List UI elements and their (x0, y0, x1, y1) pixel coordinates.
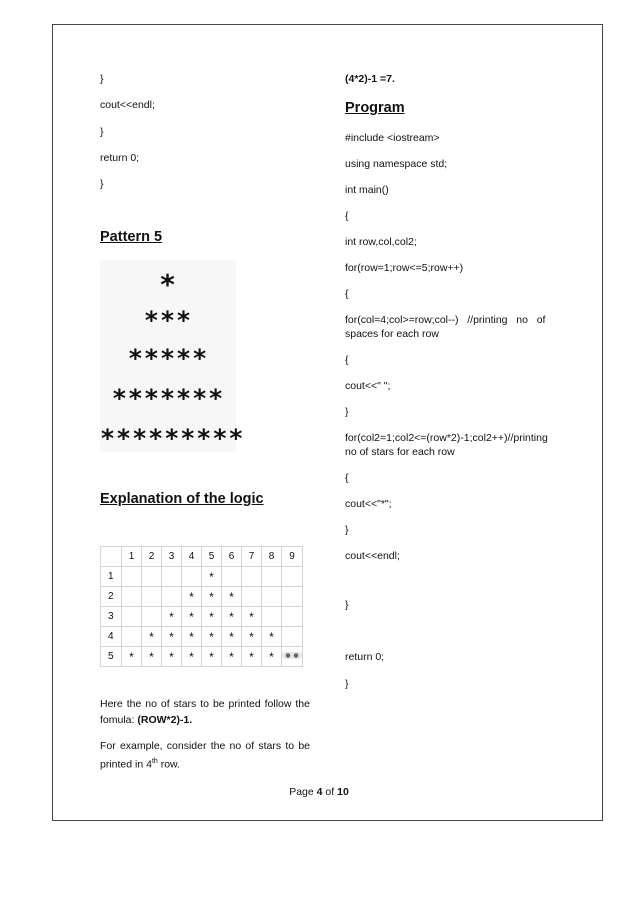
table-cell (282, 607, 303, 627)
table-cell: * (162, 607, 182, 627)
table-row (101, 647, 303, 667)
code-line: int row,col,col2; (345, 236, 417, 248)
star-grid-table (100, 546, 303, 667)
example-paragraph (100, 738, 310, 773)
table-cell: * (182, 587, 202, 607)
table-corner-cell (101, 547, 122, 567)
table-cell-smudge (282, 647, 303, 667)
table-cell: * (182, 627, 202, 647)
code-line: cout<<" "; (345, 380, 391, 392)
table-cell: * (202, 607, 222, 627)
star-row: ******* (111, 384, 225, 413)
table-cell (282, 587, 303, 607)
column-header: 5 (202, 547, 222, 567)
code-line: for(col=4;col>=row;col--) //printing no of (345, 314, 546, 326)
table-cell: * (222, 647, 242, 667)
code-line: } (345, 599, 349, 611)
ordinal-suffix: th (151, 758, 158, 765)
table-cell (142, 587, 162, 607)
table-cell (162, 587, 182, 607)
code-line: } (345, 678, 349, 690)
of-label: of (325, 786, 335, 798)
table-cell (142, 607, 162, 627)
formula-result: (4*2)-1 =7. (345, 73, 395, 85)
example-text: For example, consider the no of stars to be printed in 4 (100, 740, 310, 771)
column-header: 1 (122, 547, 142, 567)
table-cell (262, 607, 282, 627)
row-header: 5 (101, 647, 122, 667)
table-cell: * (242, 607, 262, 627)
explanation-heading: Explanation of the logic (100, 491, 264, 507)
code-line: } (345, 524, 349, 536)
row-header: 3 (101, 607, 122, 627)
star-row: *** (143, 306, 193, 335)
table-row (101, 567, 303, 587)
table-cell: * (162, 627, 182, 647)
code-line: { (345, 354, 349, 366)
table-cell (282, 627, 303, 647)
code-line: } (100, 126, 104, 138)
column-header: 8 (262, 547, 282, 567)
table-row (101, 587, 303, 607)
code-line: } (345, 406, 349, 418)
column-header: 2 (142, 547, 162, 567)
table-cell (242, 567, 262, 587)
table-cell (162, 567, 182, 587)
table-cell (222, 567, 242, 587)
code-line: } (100, 178, 104, 190)
code-line: return 0; (100, 152, 140, 164)
code-line: int main() (345, 184, 389, 196)
table-cell: * (262, 627, 282, 647)
page-total: 10 (337, 786, 349, 798)
column-header: 9 (282, 547, 303, 567)
page-current: 4 (316, 786, 323, 798)
pattern-heading: Pattern 5 (100, 229, 163, 245)
table-cell: * (222, 587, 242, 607)
table-cell: * (222, 607, 242, 627)
smudge-mark (282, 652, 302, 659)
row-header: 2 (101, 587, 122, 607)
row-header: 4 (101, 627, 122, 647)
column-header: 7 (242, 547, 262, 567)
formula-text: Here the no of stars to be printed follow the fomula: (100, 698, 310, 726)
code-line: cout<<endl; (345, 550, 400, 562)
star-pattern-image (100, 260, 245, 453)
code-line: cout<<"*"; (345, 498, 392, 510)
table-cell (182, 567, 202, 587)
table-cell: * (262, 647, 282, 667)
table-cell: * (202, 567, 222, 587)
star-row: ***** (127, 344, 209, 373)
code-line: { (345, 288, 349, 300)
formula-paragraph (100, 696, 310, 728)
table-cell (242, 587, 262, 607)
code-line: { (345, 472, 349, 484)
code-line: for(row=1;row<=5;row++) (345, 262, 464, 274)
table-cell: * (142, 627, 162, 647)
table-cell (122, 567, 142, 587)
star-row: ********* (100, 424, 245, 453)
table-cell (142, 567, 162, 587)
code-line: no of stars for each row (345, 446, 455, 458)
table-cell: * (122, 647, 142, 667)
table-cell: * (242, 647, 262, 667)
table-cell: * (182, 607, 202, 627)
page-label: Page (289, 786, 314, 798)
code-line: #include <iostream> (345, 132, 440, 144)
code-line: for(col2=1;col2<=(row*2)-1;col2++)//printing (345, 432, 548, 444)
table-cell (262, 567, 282, 587)
code-line: } (100, 73, 104, 85)
table-cell: * (202, 647, 222, 667)
code-line: return 0; (345, 651, 385, 663)
column-header: 6 (222, 547, 242, 567)
table-cell (262, 587, 282, 607)
table-cell (282, 567, 303, 587)
page-footer (0, 786, 638, 798)
code-line: cout<<endl; (100, 99, 155, 111)
formula-expression: (ROW*2)-1. (137, 714, 193, 726)
table-row (101, 607, 303, 627)
code-line: spaces for each row (345, 328, 439, 340)
table-row (101, 627, 303, 647)
table-cell: * (182, 647, 202, 667)
table-cell (122, 587, 142, 607)
table-cell: * (202, 627, 222, 647)
column-header: 4 (182, 547, 202, 567)
star-row: * (159, 268, 177, 301)
program-heading: Program (345, 100, 405, 116)
row-header: 1 (101, 567, 122, 587)
table-cell: * (242, 627, 262, 647)
table-cell: * (142, 647, 162, 667)
table-header-row (101, 547, 303, 567)
table-cell: * (222, 627, 242, 647)
table-cell: * (202, 587, 222, 607)
code-line: using namespace std; (345, 158, 448, 170)
table-cell (122, 627, 142, 647)
example-end: row. (157, 758, 180, 771)
table-cell (122, 607, 142, 627)
column-header: 3 (162, 547, 182, 567)
table-cell: * (162, 647, 182, 667)
code-line: { (345, 210, 349, 222)
